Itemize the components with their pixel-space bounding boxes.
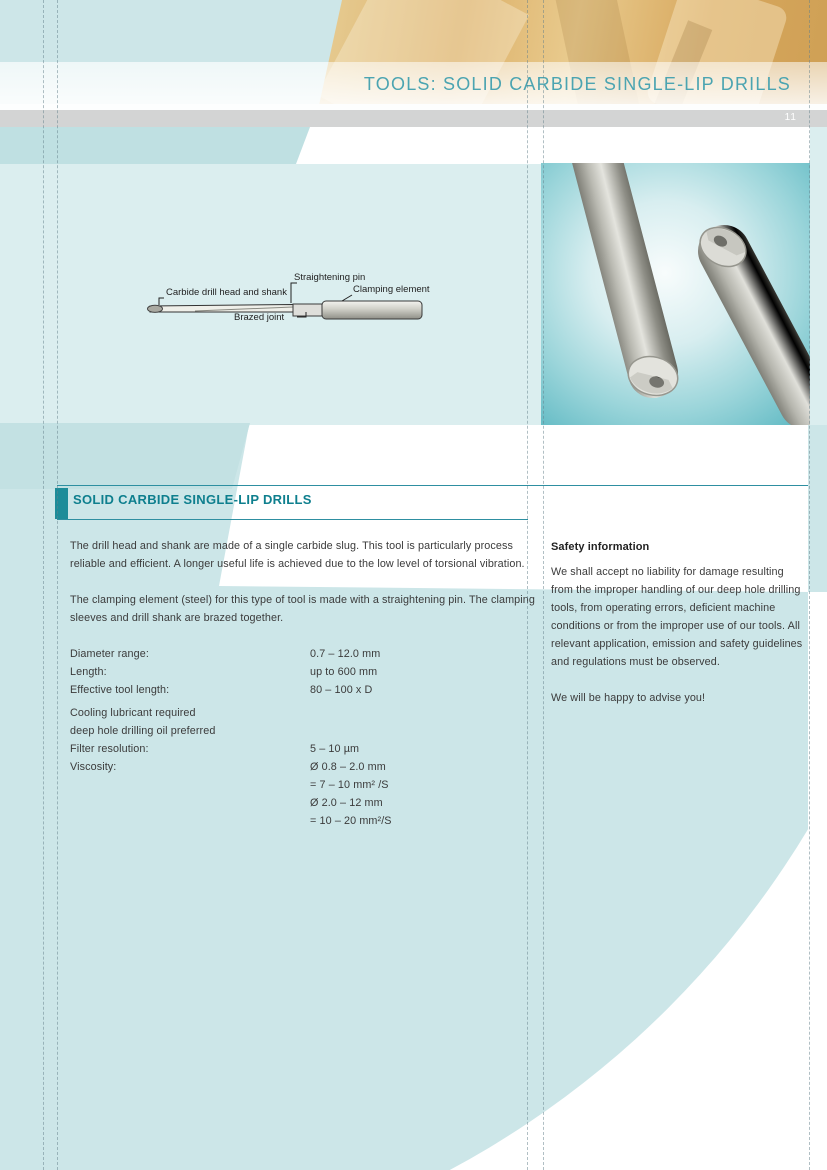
spec-row	[70, 645, 540, 663]
spec-label: Cooling lubricant required	[70, 707, 196, 719]
drill-rods-photo-svg	[541, 163, 810, 425]
spec-label: Diameter range:	[70, 648, 149, 660]
safety-column	[551, 538, 807, 707]
spec-value: = 7 – 10 mm² /S	[310, 779, 389, 791]
gray-bar	[0, 110, 827, 127]
spec-value: Ø 2.0 – 12 mm	[310, 797, 383, 809]
top-section	[0, 0, 827, 425]
page-title: TOOLS: SOLID CARBIDE SINGLE-LIP DRILLS	[363, 74, 791, 94]
heading-underline	[57, 519, 528, 520]
main-column	[70, 537, 540, 830]
spec-value: 0.7 – 12.0 mm	[310, 648, 381, 660]
label-straightening-pin: Straightening pin	[294, 272, 366, 283]
spec-label: Length:	[70, 666, 107, 678]
spec-row	[70, 663, 540, 681]
spec-label	[70, 794, 310, 812]
spec-value: Ø 0.8 – 2.0 mm	[310, 761, 386, 773]
spec-row	[70, 794, 540, 812]
leader-straightening-pin	[291, 283, 297, 303]
section-heading: SOLID CARBIDE SINGLE-LIP DRILLS	[73, 492, 312, 507]
spec-label: Effective tool length:	[70, 684, 170, 696]
spec-value: up to 600 mm	[310, 666, 378, 678]
spec-label	[70, 812, 310, 830]
spec-label: Filter resolution:	[70, 743, 149, 755]
spec-row	[70, 704, 540, 722]
print-guide-line	[43, 0, 44, 1170]
clamping-paragraph: The clamping element (steel) for this type of tool is made with a straightening pin. The clamping sleeves and drill shank are brazed together.	[70, 594, 535, 624]
title-band	[0, 62, 827, 104]
page-number: 11	[784, 112, 797, 123]
spec-row	[70, 681, 540, 699]
safety-body: We shall accept no liability for damage resulting from the improper handling of our deep hole drilling tools, from operating errors, deficient machine conditions or from the improper use of our tools. All relevant application, emission and safety guidelines and regulations must be observed.	[551, 566, 803, 668]
leader-clamping	[342, 295, 352, 301]
print-guide-line	[809, 0, 810, 1170]
drill-rods-photo	[541, 163, 810, 425]
teal-wedge	[0, 127, 310, 164]
spec-label	[70, 776, 310, 794]
spec-value: = 10 – 20 mm²/S	[310, 815, 392, 827]
spec-row	[70, 740, 540, 758]
spec-value: 5 – 10 µm	[310, 743, 360, 755]
clamping-cylinder	[322, 301, 422, 319]
intro-paragraph: The drill head and shank are made of a single carbide slug. This tool is particularly process reliable and efficient. A longer useful life is achieved due to the low level of torsional vibration.	[70, 540, 525, 570]
safety-closing: We will be happy to advise you!	[551, 692, 706, 704]
spec-row	[70, 812, 540, 830]
medium-teal-wedge	[0, 423, 250, 489]
label-brazed-joint: Brazed joint	[234, 312, 285, 323]
spec-table	[70, 645, 540, 830]
drill-diagram-svg	[140, 260, 440, 340]
leader-carbide-head	[159, 298, 164, 305]
safety-heading: Safety information	[551, 541, 650, 553]
spec-row	[70, 776, 540, 794]
spec-value: 80 – 100 x D	[310, 684, 373, 696]
label-clamping-element: Clamping element	[353, 284, 430, 295]
print-guide-line	[527, 0, 528, 1170]
label-carbide-head: Carbide drill head and shank	[166, 287, 287, 298]
print-guide-line	[57, 0, 58, 1170]
right-margin-white	[808, 592, 827, 1170]
spec-value	[310, 704, 540, 722]
spec-row	[70, 722, 540, 740]
spec-value	[310, 722, 540, 740]
spec-row	[70, 758, 540, 776]
print-guide-line	[543, 0, 544, 1170]
spec-label: Viscosity:	[70, 761, 117, 773]
spec-label: deep hole drilling oil preferred	[70, 725, 216, 737]
shaft	[293, 304, 322, 316]
drill-head-tip	[148, 305, 163, 312]
horizontal-rule	[57, 485, 808, 486]
drill-diagram	[140, 260, 440, 340]
